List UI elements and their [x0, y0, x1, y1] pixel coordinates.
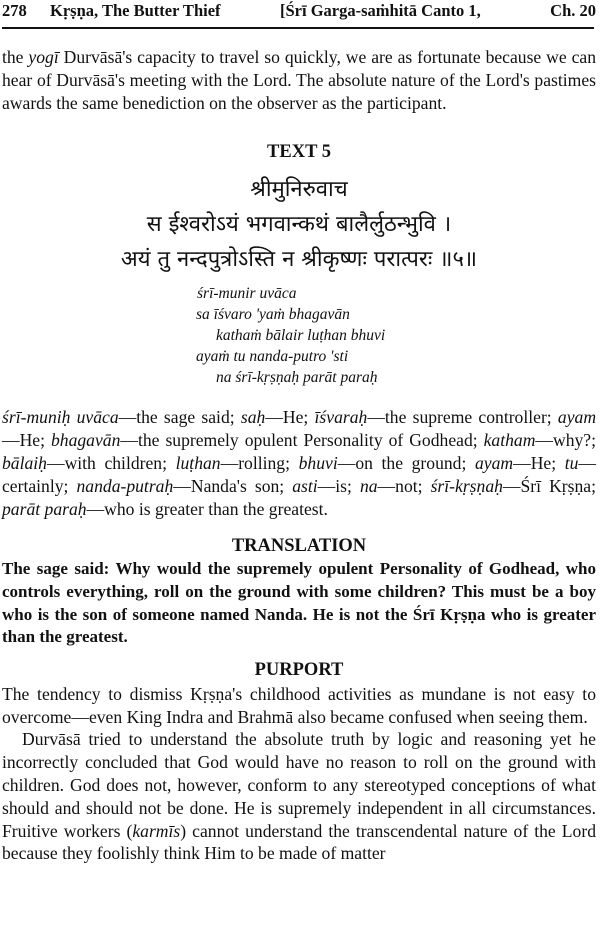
devanagari-line: अयं तु नन्दपुत्रोऽस्ति न श्रीकृष्णः परात्परः ॥५॥	[120, 247, 478, 273]
synonym-word: katham	[483, 430, 536, 451]
purport-paragraph: The tendency to dismiss Kṛṣṇa's childhood activities as mundane is not easy to overcome—even King Indra and Brahmā also became confused when seeing them.	[2, 683, 596, 727]
synonym-meaning: who is greater than the greatest.	[104, 498, 328, 519]
synonym-meaning: not;	[395, 475, 423, 496]
synonym-meaning: He;	[282, 407, 309, 428]
synonym-meaning: He;	[530, 452, 557, 473]
chapter-reference: Ch. 20	[550, 1, 596, 20]
synonym-word: na	[359, 475, 378, 496]
synonym-word: īśvaraḥ	[314, 407, 368, 428]
canto-reference: [Śrī Garga-saṁhitā Canto 1,	[280, 1, 481, 20]
synonym-meaning: certainly;	[2, 475, 69, 496]
transliteration-line: ayaṁ tu nanda-putro 'sti	[196, 348, 349, 366]
devanagari-line: स ईश्वरोऽयं भगवान्कथं बालैर्लुठन्भुवि ।	[146, 212, 452, 238]
synonym-meaning: is;	[335, 475, 352, 496]
synonym-word: tu	[564, 452, 579, 473]
sanskrit-verse	[2, 172, 596, 277]
synonym-meaning: the supremely opulent Personality of Godhead;	[137, 430, 478, 451]
purport-heading: PURPORT	[254, 659, 344, 680]
translation-heading: TRANSLATION	[231, 536, 367, 557]
transliteration-line: sa īśvaro 'yaṁ bhagavān	[196, 306, 350, 324]
text-heading: TEXT 5	[267, 142, 331, 163]
header-divider	[2, 27, 594, 29]
purport-text: ) cannot understand the transcendental nature of the Lord because they foolishly think Him to be made of matter	[2, 820, 596, 864]
book-title: Kṛṣṇa, The Butter Thief	[50, 1, 221, 20]
purport-paragraph	[2, 728, 596, 865]
purport-italic-term: karmīs	[132, 820, 181, 841]
synonym-word: bhuvi	[298, 452, 338, 473]
synonym-meaning: rolling;	[238, 452, 290, 473]
synonym-word: saḥ	[240, 407, 266, 428]
running-header	[2, 0, 596, 25]
synonym-word: ayam	[475, 452, 514, 473]
synonym-word: bhagavān	[50, 430, 121, 451]
translation-text: The sage said: Why would the supremely opulent Personality of Godhead, who controls everything, roll on the ground with some children? This must be a boy who is the son of someone named Nanda. He is not the Śrī Kṛṣṇa who is greater than the greatest.	[2, 559, 596, 647]
synonym-word: śrī-kṛṣṇaḥ	[430, 475, 503, 496]
synonym-meaning: Nanda's son;	[190, 475, 285, 496]
synonym-meaning: on the ground;	[355, 452, 467, 473]
transliteration-line: śrī-munir uvāca	[197, 285, 297, 303]
purport-text: Durvāsā tried to understand the absolute truth by logic and reasoning yet he incorrectly concluded that God would have no reason to roll on the ground with children. God does not, however, conform to any stereotyped conceptions of what should and should not be done. He is supremely independent in all circumstances. Fruitive workers (	[2, 729, 596, 841]
transliteration-line: kathaṁ bālair luṭhan bhuvi	[216, 327, 386, 345]
transliteration-line: na śrī-kṛṣṇaḥ parāt paraḥ	[216, 369, 378, 387]
synonym-word: śrī-muniḥ uvāca	[2, 407, 119, 428]
page-number: 278	[2, 1, 27, 20]
synonym-meaning: the sage said;	[136, 407, 235, 428]
synonym-word: ayam	[557, 407, 597, 428]
synonym-word: nanda-putraḥ	[76, 475, 174, 496]
synonym-meaning: Śrī Kṛṣṇa;	[520, 475, 597, 496]
synonym-word: asti	[292, 475, 318, 496]
synonym-meaning: why?;	[553, 430, 596, 451]
synonym-meaning: He;	[19, 430, 45, 451]
synonym-meaning: with children;	[64, 452, 167, 473]
synonym-word: parāt paraḥ	[2, 498, 87, 519]
synonyms-paragraph: śrī-muniḥ uvāca—the sage said; saḥ—He; īśvaraḥ—the supreme controller; ayam—He; bhagavān—the supremely opulent Personality of Godhead; katham—why?; bālaiḥ—with children; luṭhan—rolling; bhuvi—on the ground; ayam—He; tu—certainly; nanda-putraḥ—Nanda's son; asti—is; na—not; śrī-kṛṣṇaḥ—Śrī Kṛṣṇa; parāt paraḥ—who is greater than the greatest.	[2, 407, 597, 519]
synonym-word: bālaiḥ	[2, 452, 47, 473]
transliteration	[2, 283, 596, 388]
devanagari-line: श्रीमुनिरुवाच	[250, 177, 348, 203]
synonym-word: luṭhan	[175, 452, 221, 473]
synonym-meaning: the supreme controller;	[384, 407, 552, 428]
intro-paragraph: the yogī Durvāsā's capacity to travel so quickly, we are as fortunate because we can hear of Durvāsā's meeting with the Lord. The absolute nature of the Lord's pastimes awards the same benediction on the observer as the participant.	[2, 47, 596, 113]
